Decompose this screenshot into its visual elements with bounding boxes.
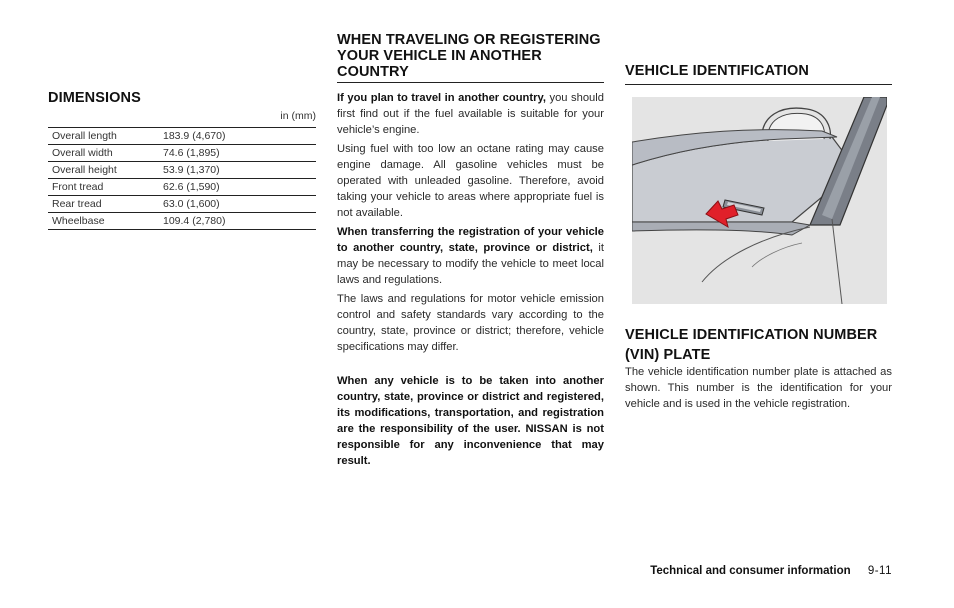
dimension-label: Overall width xyxy=(48,145,159,162)
dimension-label: Overall length xyxy=(48,128,159,145)
dimensions-heading: DIMENSIONS xyxy=(48,90,141,106)
traveling-heading: WHEN TRAVELING OR REGISTERING YOUR VEHICLE IN ANOTHER COUNTRY xyxy=(337,32,601,80)
dimension-value: 183.9 (4,670) xyxy=(159,128,316,145)
paragraph-bold-lead: When transferring the registration of your vehicle to another country, state, province or district, xyxy=(337,226,604,254)
paragraph-octane xyxy=(337,141,604,221)
heading-rule xyxy=(337,82,604,83)
paragraph-text: you should first find out if the fuel available is suitable for your vehicle’s engine. xyxy=(337,92,604,136)
table-row xyxy=(48,128,316,145)
dimensions-table xyxy=(48,127,316,230)
vin-plate-heading: VEHICLE IDENTIFICATION NUMBER (VIN) PLATE xyxy=(625,327,878,363)
dimension-value: 109.4 (2,780) xyxy=(159,213,316,230)
paragraph-laws xyxy=(337,291,604,355)
dimension-label: Overall height xyxy=(48,162,159,179)
units-label: in (mm) xyxy=(280,110,316,122)
dimension-value: 62.6 (1,590) xyxy=(159,179,316,196)
paragraph-responsibility xyxy=(337,373,604,469)
table-row xyxy=(48,145,316,162)
dimension-label: Front tread xyxy=(48,179,159,196)
paragraph-registration xyxy=(337,224,604,288)
paragraph-bold-lead: If you plan to travel in another country, xyxy=(337,92,546,104)
dimension-value: 53.9 (1,370) xyxy=(159,162,316,179)
paragraph-text: Using fuel with too low an octane rating may cause engine damage. All gasoline vehicles must be operated with unleaded gasoline. Therefore, avoid taking your vehicle to areas where appropriate fuel is not available. xyxy=(337,143,604,219)
paragraph-text: The laws and regulations for motor vehicle emission control and safety standards vary according to the country, state, province or district; therefore, vehicle specifications may differ. xyxy=(337,293,604,353)
table-row xyxy=(48,179,316,196)
page-footer xyxy=(650,565,892,577)
vehicle-id-heading: VEHICLE IDENTIFICATION xyxy=(625,63,809,79)
vin-plate-illustration xyxy=(632,97,887,304)
paragraph-text: The vehicle identification number plate is attached as shown. This number is the identification for your vehicle and is used in the vehicle registration. xyxy=(625,366,892,410)
paragraph-travel-fuel xyxy=(337,90,604,138)
page-number: 9-11 xyxy=(867,565,892,577)
vin-paragraph xyxy=(625,364,892,412)
table-row xyxy=(48,213,316,230)
dimension-label: Rear tread xyxy=(48,196,159,213)
dimension-label: Wheelbase xyxy=(48,213,159,230)
paragraph-text: it may be necessary to modify the vehicle to meet local laws and regulations. xyxy=(337,242,605,286)
table-row xyxy=(48,162,316,179)
paragraph-text: When any vehicle is to be taken into another country, state, province or district and registered, its modifications, transportation, and registration are the responsibility of the user. NISSAN is not responsible for any inconvenience that may result. xyxy=(337,375,604,467)
footer-chapter-title: Technical and consumer information xyxy=(650,565,851,577)
heading-rule xyxy=(625,84,892,85)
dimension-value: 74.6 (1,895) xyxy=(159,145,316,162)
dimension-value: 63.0 (1,600) xyxy=(159,196,316,213)
table-row xyxy=(48,196,316,213)
